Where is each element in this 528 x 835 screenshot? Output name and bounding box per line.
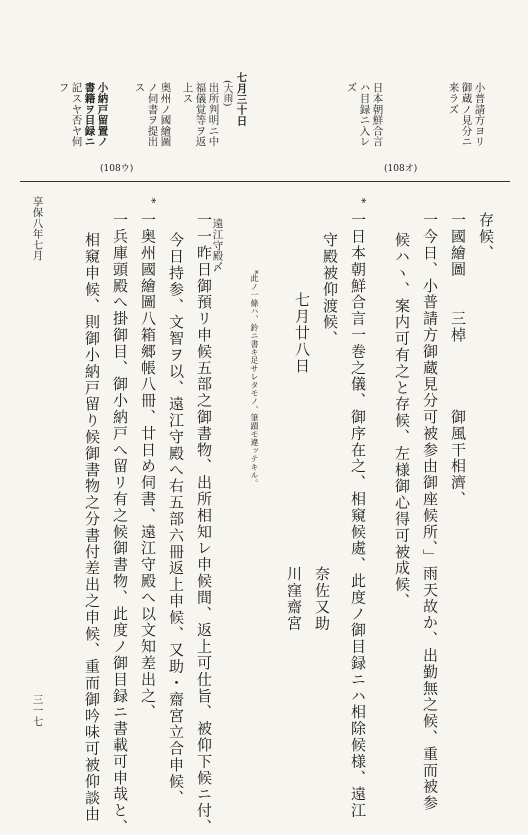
note-heading-1: 出所判明ニ中 xyxy=(207,82,220,147)
note-heading-3: 上ス xyxy=(181,82,194,104)
note-mid-2: ハ目録ニ入レ xyxy=(358,82,371,147)
page-number: 三一七 xyxy=(31,694,44,727)
note-mid-3: ズ xyxy=(345,82,358,93)
note-left-2: ノ伺書ヲ提出 xyxy=(146,82,159,147)
addressee: 遠江守殿〆 xyxy=(211,218,224,272)
body-line-4: 候ハヽ、案内可有之と存候、左様御心得可被成候、 xyxy=(393,232,411,610)
note-far-left-3: 記スヤ否ヤ伺 xyxy=(70,82,83,147)
note-far-left-1: 小納戸留置ノ xyxy=(96,82,109,147)
signatory-2: 川窪齋宮 xyxy=(285,566,303,632)
note-far-left-4: フ xyxy=(57,82,70,93)
note-far-left-2: 書籍ヲ目録ニ xyxy=(83,82,96,147)
signatory-1: 奈佐又助 xyxy=(313,566,331,632)
note-right-1: 小普請方ヨリ xyxy=(473,82,486,147)
heading-date: 七月三十日 xyxy=(235,72,248,126)
body-line-2: 一國繪圖 三棹 御風干相濟、 xyxy=(449,212,467,508)
note-heading-2: 福儀覚等ヲ返 xyxy=(194,82,207,147)
page-ref-left: (108ウ) xyxy=(100,164,134,174)
body-line-3: 一今日、小普請方御蔵見分可被参由御座候所、」雨天故か、出勤無之候、重而被参 xyxy=(421,212,439,812)
page-ref-right: (108オ) xyxy=(384,164,418,174)
body-line-7: 七月廿八日 xyxy=(293,292,311,374)
note-right-3: 来ラズ xyxy=(447,82,460,115)
running-head: 享保八年七月 xyxy=(31,196,44,261)
heading-weather: (大雨) xyxy=(221,80,233,107)
asterisk-marker-2: * xyxy=(145,198,158,204)
body-line-6: 守殿被仰渡候、 xyxy=(321,232,339,347)
note-left-3: ス xyxy=(133,82,146,93)
body-line-12: 相窺申候、則御小納戸留り候御書物之分書付差出之申候、重而御吟味可被仰談由 xyxy=(83,232,101,823)
note-left-1: 奥州ノ國繪圖 xyxy=(159,82,172,147)
note-mid-1: 日本朝鮮合言 xyxy=(371,82,384,147)
body-line-1: 存候、 xyxy=(477,212,495,262)
body-line-8: 一一昨日御預リ申候五部之御書物、出所相知レ申候間、返上可仕旨、被仰下候ニ付、 xyxy=(195,212,213,835)
divider-rule xyxy=(20,181,510,182)
body-line-11: 一兵庫頭殿へ掛御目、御小納戸へ留リ有之候御書物、此度ノ御目録ニ書載可申哉と、 xyxy=(111,212,129,835)
body-line-10: 一奥州國繪圖八箱郷帳八冊、廿日め伺書、遠江守殿へ以文知差出之、 xyxy=(139,212,157,721)
note-right-2: 御蔵ノ見分ニ xyxy=(460,82,473,147)
asterisk-marker-1: * xyxy=(355,198,368,204)
footnote: *此ノ一條ハ、鈴ニ書キ足サレタモノ、筆蹟モ違ッテキル。 xyxy=(250,270,259,488)
body-line-5: 一日本朝鮮合言一巻之儀、御序在之、相窺候處、此度ノ御目録ニハ相除候様、遠江 xyxy=(349,212,367,819)
body-line-9: 今日持参、文智ヲ以、遠江守殿へ右五部六冊返上申候、又助・齋宮立合申候、 xyxy=(167,232,185,806)
